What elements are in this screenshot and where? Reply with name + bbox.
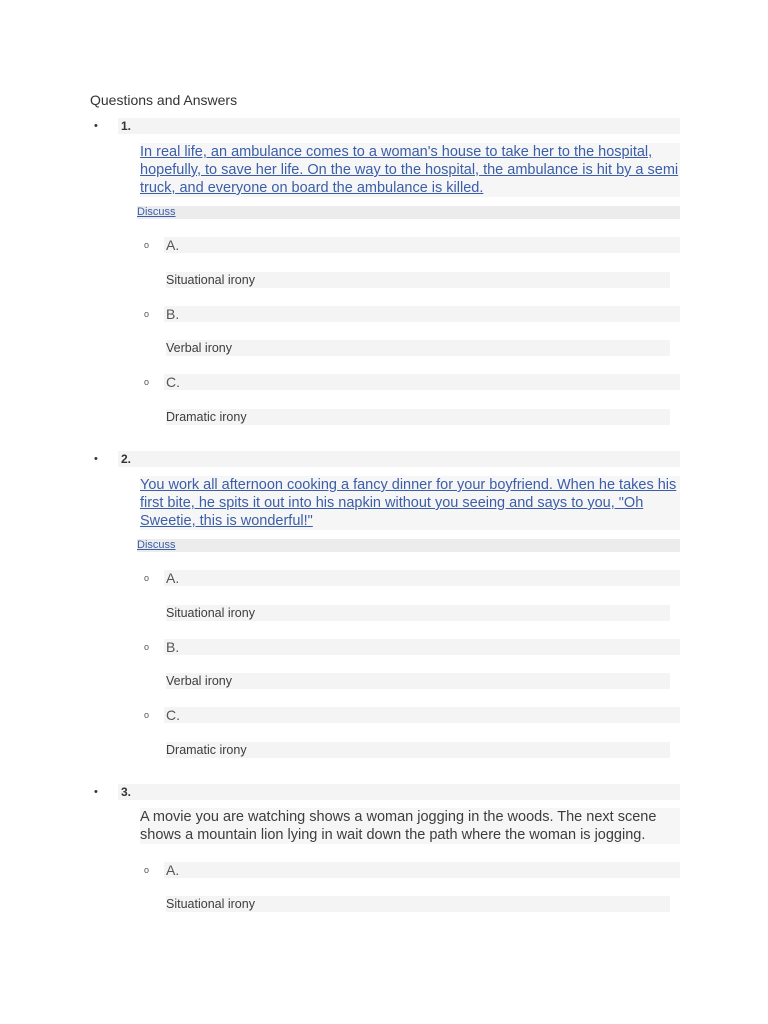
question-text: A movie you are watching shows a woman jogging in the woods. The next scene shows a mountain lion lying in wait down the path where the woman is jogging. [140,808,680,844]
circle-bullet-icon: o [144,240,150,250]
row-shading [118,451,680,467]
row-shading [164,306,680,322]
bullet-icon: • [94,453,98,465]
page-title: Questions and Answers [90,92,238,108]
circle-bullet-icon: o [144,573,150,583]
option-letter: A. [166,862,180,878]
option-letter: A. [166,237,180,253]
option-a-row[interactable] [140,237,680,253]
circle-bullet-icon: o [144,642,150,652]
option-answer[interactable]: Situational irony [166,896,670,912]
option-c-row[interactable] [140,374,680,390]
option-c-row[interactable] [140,707,680,723]
question-number: 2. [121,452,132,466]
row-shading [164,374,680,390]
question-number: 3. [121,785,132,799]
option-answer[interactable]: Dramatic irony [166,742,670,758]
discuss-link[interactable]: Discuss [137,206,680,219]
row-shading [164,862,680,878]
row-shading [164,707,680,723]
bullet-icon: • [94,786,98,798]
option-b-row[interactable] [140,639,680,655]
circle-bullet-icon: o [144,710,150,720]
question-text-link[interactable]: You work all afternoon cooking a fancy dinner for your boyfriend. When he takes his first bite, he spits it out into his napkin without you seeing and says to you, "Oh Sweetie, this is wonderful!" [140,476,680,530]
discuss-link[interactable]: Discuss [137,539,680,552]
question-number: 1. [121,119,132,133]
option-b-row[interactable] [140,306,680,322]
option-answer[interactable]: Situational irony [166,272,670,288]
bullet-icon: • [94,120,98,132]
option-letter: C. [166,707,180,723]
question-text-link[interactable]: In real life, an ambulance comes to a woman's house to take her to the hospital, hopefully, to save her life. On the way to the hospital, the ambulance is hit by a semi truck, and everyone on board the ambulance is killed. [140,144,679,196]
option-answer[interactable]: Verbal irony [166,340,670,356]
option-a-row[interactable] [140,862,680,878]
option-a-row[interactable] [140,570,680,586]
row-shading [118,118,680,134]
option-letter: B. [166,639,180,655]
option-letter: C. [166,374,180,390]
question-3-header [94,784,680,800]
row-shading [118,784,680,800]
option-answer[interactable]: Dramatic irony [166,409,670,425]
circle-bullet-icon: o [144,309,150,319]
row-shading [164,639,680,655]
question-1-header [94,118,680,134]
question-2-header [94,451,680,467]
circle-bullet-icon: o [144,865,150,875]
option-letter: B. [166,306,180,322]
row-shading [164,570,680,586]
option-answer[interactable]: Verbal irony [166,673,670,689]
option-answer[interactable]: Situational irony [166,605,670,621]
row-shading [164,237,680,253]
option-letter: A. [166,570,180,586]
circle-bullet-icon: o [144,377,150,387]
